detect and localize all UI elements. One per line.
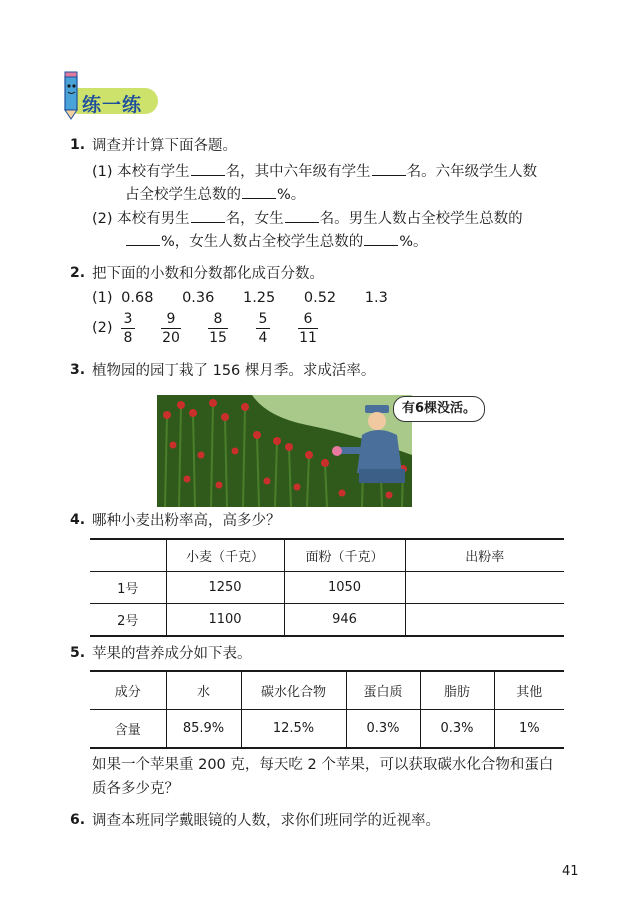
table-header-cell: 水 bbox=[166, 671, 241, 710]
rose-garden-illustration bbox=[157, 395, 412, 507]
table-header-cell: 小麦（千克） bbox=[166, 539, 284, 572]
q2-decimals-row bbox=[92, 288, 412, 308]
fraction bbox=[121, 311, 135, 346]
q1-p1-text-c: 名。六年级学生人数 bbox=[406, 164, 538, 180]
fraction-numerator: 8 bbox=[213, 311, 223, 327]
q1-p2-text-d: %，女生人数占全校学生总数的 bbox=[161, 234, 364, 250]
wheat-flour-table bbox=[90, 538, 564, 637]
table-cell: 1% bbox=[494, 710, 564, 749]
decimal-value: 1.25 bbox=[242, 290, 276, 306]
q5-number: 5. bbox=[70, 645, 86, 661]
table-cell: 1050 bbox=[284, 572, 405, 604]
answer-blank[interactable] bbox=[364, 231, 398, 246]
table-header-cell: 出粉率 bbox=[405, 539, 564, 572]
q1-part1-line2 bbox=[125, 184, 305, 205]
q1-title: 调查并计算下面各题。 bbox=[92, 138, 237, 154]
q1-part2-line1 bbox=[92, 208, 523, 229]
q1-p2-text-e: %。 bbox=[399, 234, 428, 250]
fraction bbox=[256, 311, 270, 346]
fraction-denominator: 20 bbox=[162, 330, 180, 346]
q1-part1-line1 bbox=[92, 161, 537, 182]
q1-p2-text-a: (2) 本校有男生 bbox=[92, 211, 190, 227]
table-cell: 946 bbox=[284, 604, 405, 637]
table-cell: 2号 bbox=[90, 604, 166, 637]
answer-blank[interactable] bbox=[372, 161, 406, 176]
fraction bbox=[161, 311, 181, 346]
table-cell: 0.3% bbox=[346, 710, 420, 749]
q1-p2-text-b: 名，女生 bbox=[225, 211, 284, 227]
q2-title: 把下面的小数和分数都化成百分数。 bbox=[92, 266, 324, 282]
q1-part2-line2 bbox=[125, 231, 428, 252]
page-number: 41 bbox=[562, 864, 579, 879]
decimal-value: 1.3 bbox=[364, 290, 388, 306]
practice-badge bbox=[48, 70, 168, 120]
answer-blank[interactable] bbox=[126, 231, 160, 246]
table-header-cell bbox=[90, 539, 166, 572]
answer-blank[interactable] bbox=[242, 184, 276, 199]
apple-nutrition-table bbox=[90, 670, 564, 749]
q6-number: 6. bbox=[70, 812, 86, 828]
table-row bbox=[90, 572, 564, 604]
decimal-value: 0.36 bbox=[182, 290, 215, 306]
fraction-numerator: 6 bbox=[303, 311, 313, 327]
fraction-numerator: 9 bbox=[166, 311, 176, 327]
fraction bbox=[298, 311, 318, 346]
q3-number: 3. bbox=[70, 362, 86, 378]
table-header-cell: 脂肪 bbox=[420, 671, 494, 710]
fraction-denominator: 15 bbox=[209, 330, 227, 346]
q1-p1-text-d: 占全校学生总数的 bbox=[125, 187, 241, 203]
table-header-row bbox=[90, 539, 564, 572]
fraction-denominator: 8 bbox=[123, 330, 133, 346]
table-cell: 1号 bbox=[90, 572, 166, 604]
table-cell-answer[interactable] bbox=[405, 572, 564, 604]
q1-p1-text-b: 名，其中六年级有学生 bbox=[225, 164, 371, 180]
decimal-value: 0.52 bbox=[303, 290, 337, 306]
q5-title: 苹果的营养成分如下表。 bbox=[92, 646, 252, 662]
q1-number: 1. bbox=[70, 137, 86, 153]
answer-blank[interactable] bbox=[285, 208, 319, 223]
table-cell: 85.9% bbox=[166, 710, 241, 749]
table-row bbox=[90, 710, 564, 749]
q4-title: 哪种小麦出粉率高，高多少？ bbox=[92, 513, 281, 529]
q6-title: 调查本班同学戴眼镜的人数，求你们班同学的近视率。 bbox=[92, 813, 440, 829]
table-header-cell: 成分 bbox=[90, 671, 166, 710]
table-header-cell: 其他 bbox=[494, 671, 564, 710]
q2-number: 2. bbox=[70, 265, 86, 281]
table-cell: 含量 bbox=[90, 710, 166, 749]
q3-title: 植物园的园丁栽了 156 棵月季。求成活率。 bbox=[92, 363, 376, 379]
table-cell: 1250 bbox=[166, 572, 284, 604]
table-cell-answer[interactable] bbox=[405, 604, 564, 637]
q4-number: 4. bbox=[70, 512, 86, 528]
fraction-numerator: 5 bbox=[258, 311, 268, 327]
q1-p1-text-e: %。 bbox=[277, 187, 306, 203]
answer-blank[interactable] bbox=[191, 208, 225, 223]
table-row bbox=[90, 604, 564, 637]
q5-followup-line1: 如果一个苹果重 200 克，每天吃 2 个苹果，可以获取碳水化合物和蛋白 bbox=[92, 757, 554, 773]
fraction-denominator: 11 bbox=[299, 330, 317, 346]
badge-label: 练一练 bbox=[82, 94, 143, 116]
table-header-row bbox=[90, 671, 564, 710]
q2-fractions-label: (2) bbox=[92, 320, 113, 336]
table-header-cell: 蛋白质 bbox=[346, 671, 420, 710]
table-cell: 1100 bbox=[166, 604, 284, 637]
q2-decimals-label: (1) bbox=[92, 290, 113, 306]
q1-p1-text-a: (1) 本校有学生 bbox=[92, 164, 190, 180]
table-cell: 12.5% bbox=[241, 710, 346, 749]
decimal-value: 0.68 bbox=[121, 290, 154, 306]
answer-blank[interactable] bbox=[191, 161, 225, 176]
fraction-denominator: 4 bbox=[258, 330, 268, 346]
q1-p2-text-c: 名。男生人数占全校学生总数的 bbox=[319, 211, 523, 227]
table-cell: 0.3% bbox=[420, 710, 494, 749]
table-header-cell: 面粉（千克） bbox=[284, 539, 405, 572]
q5-followup-line2: 质各多少克？ bbox=[92, 781, 179, 797]
speech-bubble: 有6棵没活。 bbox=[393, 396, 485, 422]
fraction bbox=[208, 311, 228, 346]
fraction-numerator: 3 bbox=[123, 311, 133, 327]
table-header-cell: 碳水化合物 bbox=[241, 671, 346, 710]
